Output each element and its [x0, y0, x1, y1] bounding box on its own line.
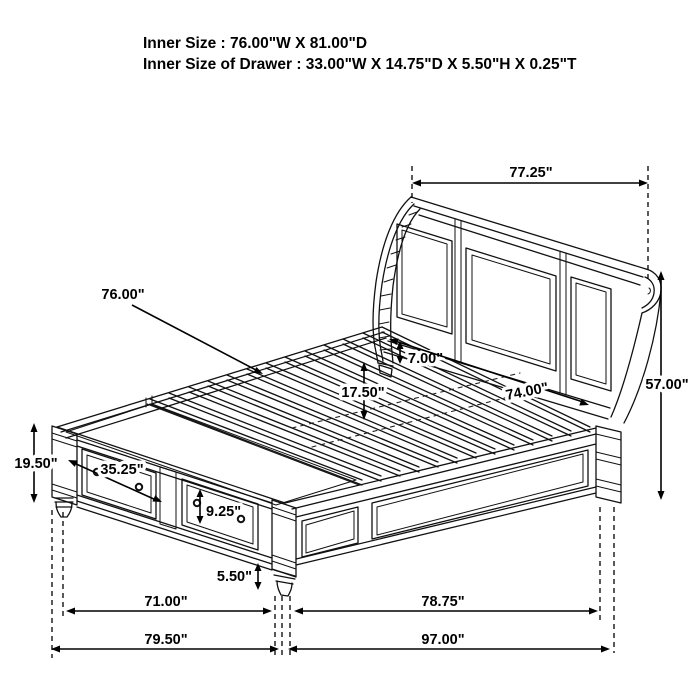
dimension-76-00 — [101, 287, 263, 374]
bottom-dashed-guides — [52, 507, 614, 658]
headboard-panels — [384, 219, 611, 419]
dimension-label-19-50: 19.50" — [14, 456, 58, 472]
headboard-top-rail — [411, 197, 646, 285]
dimension-label-76-00: 76.00" — [101, 287, 145, 303]
dimension-5-50 — [217, 563, 262, 590]
dimension-57-00 — [645, 271, 688, 500]
dimension-19-50 — [14, 423, 57, 503]
dimension-label-77-25: 77.25" — [509, 165, 553, 181]
dimension-label-5-50: 5.50" — [216, 569, 252, 585]
dimension-label-7-00: 7.00" — [408, 351, 444, 367]
dimension-78-75 — [294, 594, 598, 615]
dimension-71-00 — [66, 594, 272, 615]
dimension-label-71-00: 71.00" — [144, 594, 188, 610]
dimension-97-00 — [288, 632, 610, 653]
dimension-label-79-50: 79.50" — [144, 632, 188, 648]
inner-drawer-size-line: Inner Size of Drawer : 33.00"W X 14.75"D X 5.50"H X 0.25"T — [143, 56, 577, 73]
dimension-label-35-25: 35.25" — [100, 462, 144, 478]
dimension-label-74-00: 74.00" — [504, 380, 550, 404]
dimension-label-97-00: 97.00" — [421, 632, 465, 648]
dimension-9-25 — [197, 489, 242, 524]
bun-foot-center — [274, 570, 295, 596]
dimension-74-00 — [389, 339, 589, 406]
left-side-rail — [57, 327, 386, 438]
dimension-label-57-00: 57.00" — [645, 377, 689, 393]
drawer-knob — [136, 484, 142, 490]
dimension-label-17-50: 17.50" — [341, 385, 385, 401]
dimension-label-9-25: 9.25" — [206, 504, 242, 520]
inner-size-line: Inner Size : 76.00"W X 81.00"D — [143, 35, 368, 52]
dimension-79-50 — [51, 632, 279, 653]
header-text — [143, 35, 577, 73]
dimension-label-78-75: 78.75" — [421, 594, 465, 610]
